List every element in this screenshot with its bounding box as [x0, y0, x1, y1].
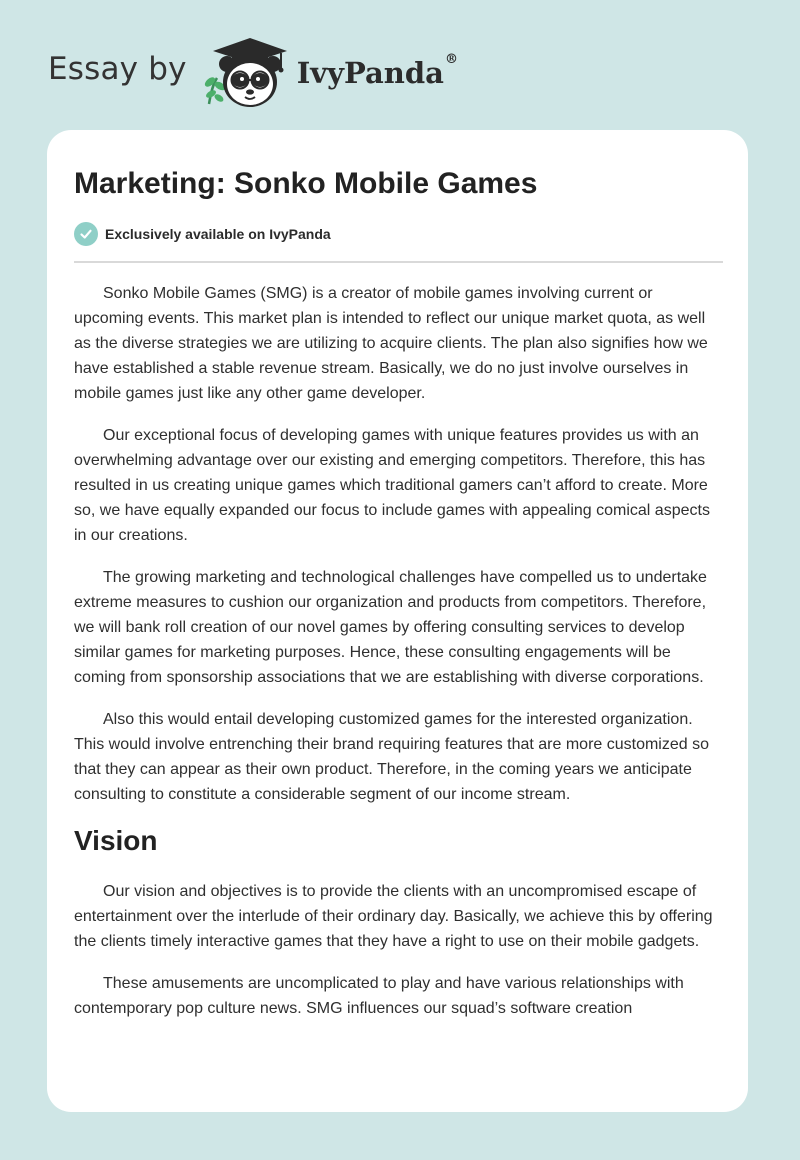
paragraph: Sonko Mobile Games (SMG) is a creator of mobile games involving current or upcoming events. This market plan is intended to reflect our unique market quota, as well as the diverse strategies we are utilizing to acquire clients. The plan also signifies how we have established a stable revenue stream. Basically, we do no just involve ourselves in mobile games just like any other game developer.	[74, 285, 708, 402]
panda-logo-icon	[201, 34, 291, 110]
page-title: Marketing: Sonko Mobile Games	[74, 167, 538, 200]
paragraph: Our vision and objectives is to provide the clients with an uncompromised escape of entertainment over the interlude of their ordinary day. Basically, we achieve this by offering the clients timely interactive games that they have a right to use on their mobile gadgets.	[74, 883, 713, 950]
badge-label: Exclusively available on IvyPanda	[105, 226, 331, 242]
trademark-symbol: ®	[444, 52, 458, 67]
paragraph: The growing marketing and technological challenges have compelled us to undertake extreme measures to cushion our organization and products from competitors. Therefore, we will bank roll creation of our novel games by offering consulting services to develop similar games for marketing purposes. Hence, these consulting engagements will be coming from sponsorship associations that we are establishing with diverse corporations.	[74, 569, 707, 686]
essay-content	[74, 130, 723, 1038]
divider	[74, 261, 723, 263]
section-heading-vision: Vision	[74, 825, 158, 856]
brand-name: IvyPanda®	[296, 52, 458, 90]
essay-body	[74, 281, 723, 1021]
brand-prefix: Essay by	[48, 51, 187, 87]
exclusive-badge	[74, 221, 723, 247]
paragraph: Also this would entail developing customized games for the interested organization. This would involve entrenching their brand requiring features that are more customized so that they can appear as their own product. Therefore, in the coming years we anticipate consulting to constitute a considerable segment of our income stream.	[74, 711, 709, 803]
paragraph: These amusements are uncomplicated to play and have various relationships with contemporary pop culture news. SMG influences our squad’s software creation	[74, 975, 684, 1017]
paragraph: Our exceptional focus of developing games with unique features provides us with an overwhelming advantage over our existing and emerging competitors. Therefore, this has resulted in us creating unique games which traditional gamers can’t afford to create. More so, we have equally expanded our focus to include games with appealing comical aspects in our creations.	[74, 427, 710, 544]
essay-card	[47, 130, 748, 1112]
brand-header[interactable]	[48, 34, 458, 110]
check-icon	[74, 222, 98, 246]
